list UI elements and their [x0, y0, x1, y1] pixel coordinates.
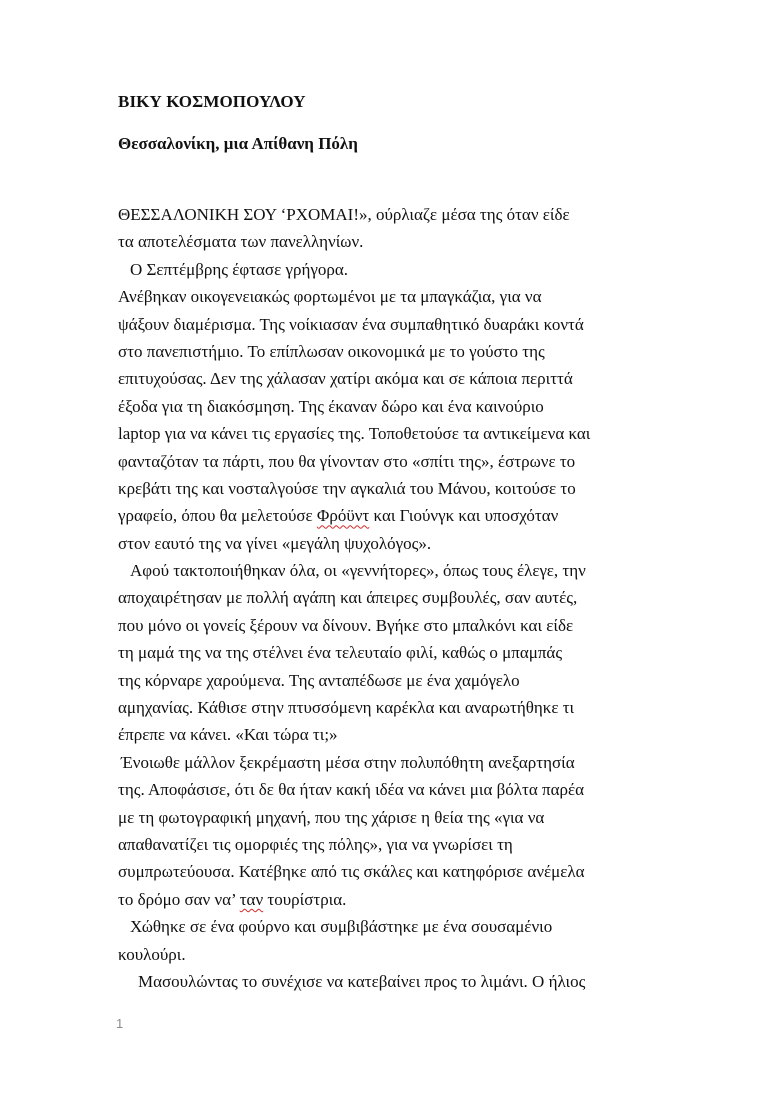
text-line: [118, 311, 658, 338]
text-fragment: φανταζόταν τα πάρτι, που θα γίνονταν στο «σπίτι της», έστρωνε το: [118, 451, 576, 471]
text-fragment: με τη φωτογραφική μηχανή, που της χάρισε η θεία της «για να: [118, 807, 545, 827]
text-line: [118, 749, 658, 776]
text-line: [118, 420, 658, 447]
text-fragment: στο πανεπιστήμιο. Το επίπλωσαν οικονομικά με το γούστο της: [118, 341, 545, 361]
text-line: [118, 256, 658, 283]
text-fragment: Ανέβηκαν οικογενειακώς φορτωμένοι με τα μπαγκάζια, για να: [118, 287, 542, 307]
text-fragment: κουλούρι.: [118, 944, 186, 964]
text-line: [118, 338, 658, 365]
text-fragment: Χώθηκε σε ένα φούρνο και συμβιβάστηκε με ένα σουσαμένιο: [130, 917, 553, 937]
text-fragment: αμηχανίας. Κάθισε στην πτυσσόμενη καρέκλα και αναρωτήθηκε τι: [118, 698, 575, 718]
text-line: [118, 913, 658, 940]
document-title: Θεσσαλονίκη, μια Απίθανη Πόλη: [118, 134, 358, 153]
text-line: [118, 858, 658, 885]
text-line: [118, 776, 658, 803]
text-fragment: απαθανατίζει τις ομορφιές της πόλης», για να γνωρίσει τη: [118, 834, 513, 854]
text-fragment: τα αποτελέσματα των πανελληνίων.: [118, 232, 364, 252]
text-line: [118, 612, 658, 639]
text-fragment: της. Αποφάσισε, ότι δε θα ήταν κακή ιδέα να κάνει μια βόλτα παρέα: [118, 780, 585, 800]
text-line: [118, 393, 658, 420]
spellcheck-word: Φρόϋντ: [316, 506, 370, 526]
text-fragment: ψάξουν διαμέρισμα. Της νοίκιασαν ένα συμπαθητικό δυαράκι κοντά: [118, 314, 584, 334]
text-line: [118, 283, 658, 310]
text-line: [118, 639, 658, 666]
text-fragment: Μασουλώντας το συνέχισε να κατεβαίνει προς το λιμάνι. Ο ήλιος: [138, 971, 586, 991]
text-line: [118, 831, 658, 858]
text-fragment: συμπρωτεύουσα. Κατέβηκε από τις σκάλες και κατηφόρισε ανέμελα: [118, 862, 585, 882]
text-line: [118, 667, 658, 694]
text-line: [118, 721, 658, 748]
text-fragment: έπρεπε να κάνει. «Και τώρα τι;»: [118, 725, 338, 745]
text-fragment: και Γιούνγκ και υποσχόταν: [369, 506, 559, 526]
page-number: 1: [116, 1016, 124, 1031]
text-fragment: τη μαμά της να της στέλνει ένα τελευταίο φιλί, καθώς ο μπαμπάς: [118, 643, 563, 663]
text-line: [118, 228, 658, 255]
text-line: [118, 941, 658, 968]
text-fragment: Ο Σεπτέμβρης έφτασε γρήγορα.: [130, 259, 349, 279]
text-fragment: laptop για να κάνει τις εργασίες της. Τοποθετούσε τα αντικείμενα και: [118, 424, 591, 444]
text-fragment: αποχαιρέτησαν με πολλή αγάπη και άπειρες συμβουλές, σαν αυτές,: [118, 588, 578, 608]
text-line: [118, 365, 658, 392]
text-fragment: έξοδα για τη διακόσμηση. Της έκαναν δώρο και ένα καινούριο: [118, 396, 544, 416]
text-line: [118, 475, 658, 502]
text-line: [118, 201, 658, 228]
text-fragment: ΘΕΣΣΑΛΟΝΙΚΗ ΣΟΥ ‘ΡΧΟΜΑΙ!», ούρλιαζε μέσα της όταν είδε: [118, 205, 570, 224]
text-line: [118, 530, 658, 557]
text-fragment: κρεβάτι της και νοσταλγούσε την αγκαλιά του Μάνου, κοιτούσε το: [118, 478, 576, 498]
body-text: [118, 201, 658, 995]
text-line: [118, 886, 658, 913]
text-fragment: το δρόμο σαν να’: [118, 889, 240, 909]
text-fragment: τουρίστρια.: [263, 889, 347, 909]
text-line: [118, 448, 658, 475]
author-name: ΒΙΚΥ ΚΟΣΜΟΠΟΥΛΟΥ: [118, 92, 306, 111]
text-line: [118, 694, 658, 721]
text-fragment: Αφού τακτοποιήθηκαν όλα, οι «γεννήτορες», όπως τους έλεγε, την: [130, 561, 586, 581]
text-fragment: Ένοιωθε μάλλον ξεκρέμαστη μέσα στην πολυπόθητη ανεξαρτησία: [121, 752, 575, 772]
text-line: [118, 557, 658, 584]
spellcheck-word: ταν: [239, 889, 264, 909]
text-line: [118, 804, 658, 831]
text-fragment: γραφείο, όπου θα μελετούσε: [118, 506, 317, 526]
text-fragment: της κόρναρε χαρούμενα. Της ανταπέδωσε με ένα χαμόγελο: [118, 670, 520, 690]
text-line: [118, 584, 658, 611]
text-line: [118, 502, 658, 529]
text-fragment: επιτυχούσας. Δεν της χάλασαν χατίρι ακόμα και σε κάποια περιττά: [118, 369, 573, 389]
text-fragment: που μόνο οι γονείς ξέρουν να δίνουν. Βγήκε στο μπαλκόνι και είδε: [118, 615, 574, 635]
text-fragment: στον εαυτό της να γίνει «μεγάλη ψυχολόγος».: [118, 533, 432, 553]
text-line: [118, 968, 658, 995]
